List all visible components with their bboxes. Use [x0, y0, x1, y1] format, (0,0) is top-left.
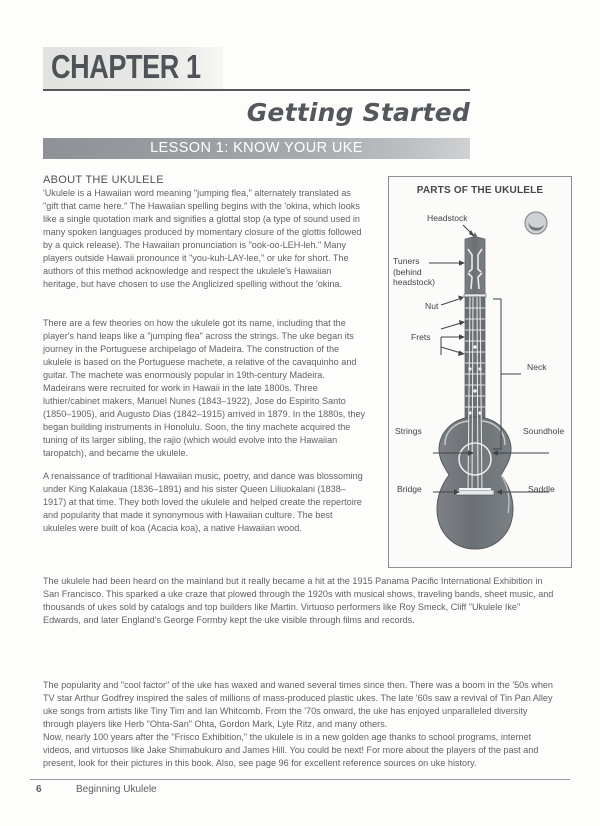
ukulele-diagram-panel [388, 176, 572, 568]
section-heading: ABOUT THE UKULELE [43, 174, 164, 186]
diagram-label-tuners [393, 256, 435, 288]
body-paragraph-3-container [43, 470, 368, 543]
diagram-label-strings: Strings [395, 426, 422, 436]
body-paragraph-1-container [43, 187, 368, 299]
diagram-label-soundhole: Soundhole [523, 426, 565, 436]
body-paragraph: There are a few theories on how the ukulele got its name, including that the player's hand leaps like a "jumping flea" across the strings. The uke began its journey in the Portuguese archipelago of Madeira. The construction of the ukulele is based on the Portuguese machete, a relative of the cavaquinho and guitar. The machete was enormously popular in 19th-century Madeira. Madeirans were recruited for work in Hawaii in the late 1800s. Three luthier/cabinet makers, Manuel Nunes (1843–1922), Jose do Espirito Santo (1850–1905), and Augusto Dias (1842–1915) arrived in 1879. In the 1880s, they began building instruments in Honolulu. Soon, the tiny machete acquired the tuning of its larger sibling, the rajio (which would evolve into the Hawaiian taropatch), and became the ukulele. [43, 318, 366, 459]
ukulele-body-shape [437, 417, 513, 549]
diagram-label-tuners-line1: Tuners [393, 256, 420, 266]
chapter-label: CHAPTER 1 [51, 48, 201, 85]
tuner-knob-icon [525, 212, 547, 234]
diagram-label-frets: Frets [411, 332, 431, 342]
body-paragraph: A renaissance of traditional Hawaiian music, poetry, and dance was blossoming under King Kalakaua (1836–1891) and his sister Queen Liliuokalani (1838–1917) at that time. They both loved the ukulele and helped create the repertoire and popularity that made it synonymous with Hawaiian culture. The best ukuleles were built of koa (Acacia koa), a native Hawaiian wood. [43, 471, 363, 534]
headstock-shape [465, 233, 485, 295]
diagram-label-neck: Neck [527, 362, 547, 372]
chapter-divider-rule [43, 89, 470, 91]
diagram-label-bridge: Bridge [397, 484, 422, 494]
page-title: Getting Started [246, 98, 470, 127]
body-paragraph: 'Ukulele is a Hawaiian word meaning "jumping flea," alternately translated as "gift that came here." The Hawaiian spelling begins with the 'okina, which looks like a single quotation mark and signifies a glottal stop (a type of sound used in many spoken languages produced by momentary closure of the glottis followed by a quick release). The Hawaiian pronunciation is "ook-oo-LEH-leh." Many players outside Hawaii pronounce it "you-kuh-LAY-lee," or uke for short. The authors of this method acknowledge and respect the ukulele's Hawaiian heritage, but have chosen to use the Anglicized spelling without the 'okina. [43, 188, 362, 290]
diagram-label-tuners-line2: (behind [393, 266, 422, 277]
nut-shape [464, 294, 486, 297]
page-footer [30, 784, 570, 800]
footer-page-number: 6 [36, 784, 42, 795]
body-paragraph-4-container [43, 575, 560, 635]
bridge-shape [456, 490, 494, 495]
body-paragraph: Now, nearly 100 years after the "Frisco Exhibition," the ukulele is in a new golden age thanks to school programs, internet videos, and virtuosos like Jake Shimabukuro and James Hill. You could be next! For more about the players of the past and present, look for their pictures in this book. Also, see page 96 for excellent reference sources on uke history. [43, 732, 539, 769]
lesson-banner [43, 138, 470, 159]
body-paragraph: The popularity and "cool factor" of the uke has waxed and waned several times since then. There was a boom in the '50s when TV star Arthur Godfrey inspired the sales of millions of mass-produced plastic ukes. The late '60s saw a revival of Tin Pan Alley uke songs from artists like Tiny Tim and Ian Whitcomb. From the '70s onward, the uke has enjoyed unparalleled diversity through players like Herb "Ohta-San" Ohta, Gordon Mark, Lyle Ritz, and many others. [43, 680, 553, 730]
diagram-label-headstock: Headstock [427, 213, 468, 223]
body-paragraph: The ukulele had been heard on the mainland but it really became a hit at the 1915 Panama Pacific International Exhibition in San Francisco. This sparked a uke craze that plowed through the 1920s with musical shows, traveling bands, sheet music, and thousands of ukes sold by catalogs and top builders like Martin. Virtuoso performers like Roy Smeck, Cliff "Ukulele Ike" Edwards, and later England's George Formby kept the uke visible through films and records. [43, 576, 554, 626]
lesson-banner-label: LESSON 1: KNOW YOUR UKE [150, 140, 363, 156]
footer-divider-rule [30, 779, 570, 780]
diagram-label-saddle: Saddle [528, 484, 555, 494]
chapter-header [43, 47, 470, 91]
body-paragraph-6-container [43, 731, 560, 778]
diagram-label-nut: Nut [425, 301, 439, 311]
diagram-label-tuners-line3: headstock) [393, 277, 436, 287]
diagram-title: PARTS OF THE UKULELE [416, 185, 544, 196]
soundhole-shape [459, 443, 491, 475]
saddle-shape [459, 488, 491, 490]
footer-book-title: Beginning Ukulele [76, 784, 157, 795]
body-paragraph-2-container [43, 317, 368, 469]
